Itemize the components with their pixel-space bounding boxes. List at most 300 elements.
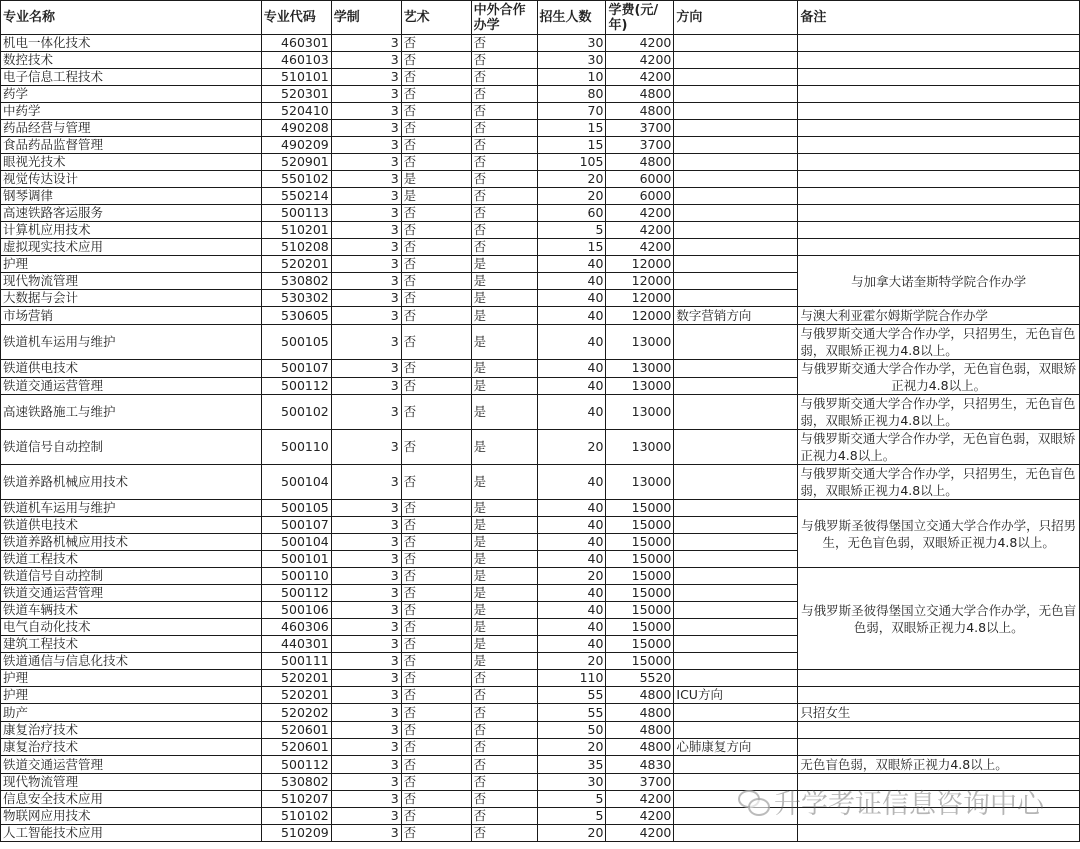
- major-code-cell: 510208: [261, 239, 331, 256]
- enrollment-cell: 20: [537, 430, 606, 465]
- years-cell: 3: [331, 739, 401, 756]
- years-cell: 3: [331, 585, 401, 602]
- tuition-cell: 15000: [606, 653, 674, 670]
- art-cell: 否: [401, 739, 471, 756]
- major-name-cell: 计算机应用技术: [1, 222, 262, 239]
- joint-program-cell: 否: [471, 171, 537, 188]
- major-name-cell: 现代物流管理: [1, 273, 262, 290]
- art-cell: 否: [401, 585, 471, 602]
- art-cell: 否: [401, 360, 471, 378]
- enrollment-cell: 40: [537, 551, 606, 568]
- major-code-cell: 500112: [261, 585, 331, 602]
- art-cell: 否: [401, 325, 471, 360]
- art-cell: 否: [401, 222, 471, 239]
- art-cell: 否: [401, 35, 471, 52]
- major-name-cell: 机电一体化技术: [1, 35, 262, 52]
- years-cell: 3: [331, 808, 401, 825]
- art-cell: 否: [401, 808, 471, 825]
- major-name-cell: 铁道供电技术: [1, 360, 262, 378]
- enrollment-cell: 35: [537, 756, 606, 774]
- notes-cell: 只招女生: [798, 704, 1080, 722]
- direction-cell: [674, 722, 798, 739]
- table-row: [1, 154, 1080, 171]
- notes-cell: [798, 222, 1080, 239]
- notes-cell: [798, 69, 1080, 86]
- major-name-cell: 护理: [1, 256, 262, 273]
- major-code-cell: 500102: [261, 395, 331, 430]
- enrollment-cell: 60: [537, 205, 606, 222]
- art-cell: 否: [401, 568, 471, 585]
- table-row: [1, 756, 1080, 774]
- direction-cell: [674, 325, 798, 360]
- joint-program-cell: 是: [471, 465, 537, 500]
- major-code-cell: 500112: [261, 377, 331, 395]
- joint-program-cell: 是: [471, 602, 537, 619]
- major-code-cell: 500110: [261, 568, 331, 585]
- notes-cell: [798, 35, 1080, 52]
- years-cell: 3: [331, 325, 401, 360]
- tuition-cell: 4800: [606, 86, 674, 103]
- years-cell: 3: [331, 636, 401, 653]
- direction-cell: [674, 52, 798, 69]
- years-cell: 3: [331, 360, 401, 378]
- notes-cell: 与俄罗斯交通大学合作办学，只招男生，无色盲色弱，双眼矫正视力4.8以上。: [798, 325, 1080, 360]
- enrollment-cell: 40: [537, 256, 606, 273]
- major-code-cell: 510201: [261, 222, 331, 239]
- tuition-cell: 4200: [606, 35, 674, 52]
- tuition-cell: 4800: [606, 704, 674, 722]
- direction-cell: [674, 636, 798, 653]
- years-cell: 3: [331, 500, 401, 517]
- major-name-cell: 物联网应用技术: [1, 808, 262, 825]
- years-cell: 3: [331, 774, 401, 791]
- notes-cell: 与澳大利亚霍尔姆斯学院合作办学: [798, 307, 1080, 325]
- tuition-cell: 15000: [606, 585, 674, 602]
- major-name-cell: 铁道工程技术: [1, 551, 262, 568]
- enrollment-cell: 20: [537, 653, 606, 670]
- major-name-cell: 铁道交通运营管理: [1, 756, 262, 774]
- joint-program-cell: 是: [471, 500, 537, 517]
- notes-cell: 与加拿大诺奎斯特学院合作办学: [798, 256, 1080, 307]
- enrollment-cell: 40: [537, 500, 606, 517]
- art-cell: 否: [401, 534, 471, 551]
- enrollment-cell: 20: [537, 739, 606, 756]
- joint-program-cell: 否: [471, 670, 537, 687]
- joint-program-cell: 否: [471, 722, 537, 739]
- table-row: [1, 325, 1080, 360]
- direction-cell: [674, 377, 798, 395]
- years-cell: 3: [331, 86, 401, 103]
- major-name-cell: 人工智能技术应用: [1, 825, 262, 842]
- joint-program-cell: 是: [471, 653, 537, 670]
- direction-cell: [674, 534, 798, 551]
- tuition-cell: 4200: [606, 808, 674, 825]
- tuition-cell: 4200: [606, 791, 674, 808]
- major-name-cell: 现代物流管理: [1, 774, 262, 791]
- joint-program-cell: 是: [471, 585, 537, 602]
- table-row: [1, 791, 1080, 808]
- joint-program-cell: 是: [471, 619, 537, 636]
- direction-cell: [674, 360, 798, 378]
- table-row: [1, 188, 1080, 205]
- joint-program-cell: 否: [471, 756, 537, 774]
- major-code-cell: 520201: [261, 256, 331, 273]
- years-cell: 3: [331, 602, 401, 619]
- enrollment-cell: 40: [537, 534, 606, 551]
- tuition-cell: 15000: [606, 517, 674, 534]
- art-cell: 否: [401, 120, 471, 137]
- enrollment-cell: 40: [537, 636, 606, 653]
- years-cell: 3: [331, 239, 401, 256]
- tuition-cell: 12000: [606, 256, 674, 273]
- years-cell: 3: [331, 791, 401, 808]
- art-cell: 否: [401, 239, 471, 256]
- direction-cell: [674, 602, 798, 619]
- years-cell: 3: [331, 120, 401, 137]
- tuition-cell: 13000: [606, 377, 674, 395]
- direction-cell: [674, 239, 798, 256]
- enrollment-cell: 5: [537, 808, 606, 825]
- joint-program-cell: 是: [471, 325, 537, 360]
- enrollment-cell: 20: [537, 825, 606, 842]
- enrollment-cell: 40: [537, 602, 606, 619]
- tuition-cell: 4800: [606, 739, 674, 756]
- direction-cell: [674, 103, 798, 120]
- notes-cell: 无色盲色弱，双眼矫正视力4.8以上。: [798, 756, 1080, 774]
- major-name-cell: 药品经营与管理: [1, 120, 262, 137]
- art-cell: 否: [401, 137, 471, 154]
- direction-cell: [674, 825, 798, 842]
- art-cell: 否: [401, 69, 471, 86]
- major-name-cell: 中药学: [1, 103, 262, 120]
- major-code-cell: 520202: [261, 704, 331, 722]
- direction-cell: [674, 154, 798, 171]
- notes-cell: [798, 670, 1080, 687]
- direction-cell: [674, 808, 798, 825]
- major-name-cell: 眼视光技术: [1, 154, 262, 171]
- enrollment-cell: 30: [537, 774, 606, 791]
- art-cell: 否: [401, 273, 471, 290]
- major-name-cell: 铁道车辆技术: [1, 602, 262, 619]
- tuition-cell: 15000: [606, 636, 674, 653]
- enrollment-cell: 40: [537, 325, 606, 360]
- table-row: [1, 222, 1080, 239]
- major-code-cell: 500107: [261, 360, 331, 378]
- art-cell: 否: [401, 517, 471, 534]
- direction-cell: [674, 256, 798, 273]
- years-cell: 3: [331, 687, 401, 704]
- joint-program-cell: 否: [471, 704, 537, 722]
- notes-cell: 与俄罗斯交通大学合作办学，只招男生，无色盲色弱，双眼矫正视力4.8以上。: [798, 395, 1080, 430]
- direction-cell: [674, 653, 798, 670]
- art-cell: 否: [401, 52, 471, 69]
- table-row: [1, 500, 1080, 517]
- notes-cell: [798, 120, 1080, 137]
- direction-cell: [674, 188, 798, 205]
- major-code-cell: 530802: [261, 273, 331, 290]
- years-cell: 3: [331, 704, 401, 722]
- joint-program-cell: 否: [471, 222, 537, 239]
- art-cell: 否: [401, 704, 471, 722]
- art-cell: 否: [401, 290, 471, 307]
- notes-cell: [798, 739, 1080, 756]
- major-name-cell: 铁道交通运营管理: [1, 585, 262, 602]
- art-cell: 否: [401, 256, 471, 273]
- notes-cell: [798, 774, 1080, 791]
- enrollment-cell: 40: [537, 619, 606, 636]
- major-name-cell: 大数据与会计: [1, 290, 262, 307]
- table-row: [1, 687, 1080, 704]
- enrollment-cell: 40: [537, 273, 606, 290]
- major-name-cell: 食品药品监督管理: [1, 137, 262, 154]
- notes-cell: [798, 239, 1080, 256]
- tuition-cell: 15000: [606, 500, 674, 517]
- direction-cell: 数字营销方向: [674, 307, 798, 325]
- joint-program-cell: 否: [471, 808, 537, 825]
- years-cell: 3: [331, 222, 401, 239]
- art-cell: 否: [401, 636, 471, 653]
- major-code-cell: 500104: [261, 465, 331, 500]
- direction-cell: [674, 619, 798, 636]
- joint-program-cell: 否: [471, 774, 537, 791]
- years-cell: 3: [331, 205, 401, 222]
- table-row: [1, 430, 1080, 465]
- major-code-cell: 490209: [261, 137, 331, 154]
- art-cell: 否: [401, 465, 471, 500]
- direction-cell: [674, 290, 798, 307]
- header-major-code: 专业代码: [261, 1, 331, 35]
- notes-cell: [798, 825, 1080, 842]
- major-code-cell: 440301: [261, 636, 331, 653]
- art-cell: 否: [401, 551, 471, 568]
- table-row: [1, 360, 1080, 378]
- major-code-cell: 500112: [261, 756, 331, 774]
- enrollment-cell: 15: [537, 120, 606, 137]
- joint-program-cell: 否: [471, 687, 537, 704]
- joint-program-cell: 否: [471, 825, 537, 842]
- art-cell: 否: [401, 670, 471, 687]
- major-name-cell: 高速铁路客运服务: [1, 205, 262, 222]
- enrollment-cell: 55: [537, 704, 606, 722]
- direction-cell: [674, 791, 798, 808]
- table-row: [1, 239, 1080, 256]
- major-name-cell: 电气自动化技术: [1, 619, 262, 636]
- table-row: [1, 103, 1080, 120]
- enrollment-cell: 40: [537, 360, 606, 378]
- major-code-cell: 500105: [261, 325, 331, 360]
- years-cell: 3: [331, 256, 401, 273]
- years-cell: 3: [331, 670, 401, 687]
- major-code-cell: 510101: [261, 69, 331, 86]
- years-cell: 3: [331, 69, 401, 86]
- direction-cell: [674, 756, 798, 774]
- tuition-cell: 4800: [606, 687, 674, 704]
- years-cell: 3: [331, 290, 401, 307]
- years-cell: 3: [331, 307, 401, 325]
- header-direction: 方向: [674, 1, 798, 35]
- enrollment-cell: 105: [537, 154, 606, 171]
- major-code-cell: 500105: [261, 500, 331, 517]
- joint-program-cell: 是: [471, 377, 537, 395]
- direction-cell: [674, 171, 798, 188]
- major-code-cell: 500111: [261, 653, 331, 670]
- years-cell: 3: [331, 52, 401, 69]
- notes-cell: [798, 687, 1080, 704]
- tuition-cell: 4830: [606, 756, 674, 774]
- header-row: [1, 1, 1080, 35]
- direction-cell: [674, 137, 798, 154]
- table-row: [1, 739, 1080, 756]
- header-tuition: 学费(元/年): [606, 1, 674, 35]
- table-row: [1, 307, 1080, 325]
- header-major-name: 专业名称: [1, 1, 262, 35]
- major-code-cell: 530302: [261, 290, 331, 307]
- major-name-cell: 铁道信号自动控制: [1, 430, 262, 465]
- direction-cell: [674, 704, 798, 722]
- table-row: [1, 825, 1080, 842]
- major-code-cell: 520201: [261, 670, 331, 687]
- years-cell: 3: [331, 273, 401, 290]
- tuition-cell: 3700: [606, 137, 674, 154]
- tuition-cell: 15000: [606, 602, 674, 619]
- header-art: 艺术: [401, 1, 471, 35]
- major-code-cell: 500110: [261, 430, 331, 465]
- tuition-cell: 3700: [606, 120, 674, 137]
- tuition-cell: 4200: [606, 222, 674, 239]
- years-cell: 3: [331, 137, 401, 154]
- tuition-cell: 4200: [606, 239, 674, 256]
- art-cell: 是: [401, 171, 471, 188]
- tuition-cell: 6000: [606, 188, 674, 205]
- years-cell: 3: [331, 619, 401, 636]
- enrollment-cell: 10: [537, 69, 606, 86]
- notes-cell: 与俄罗斯圣彼得堡国立交通大学合作办学，只招男生，无色盲色弱，双眼矫正视力4.8以上。: [798, 500, 1080, 568]
- enrollment-cell: 40: [537, 307, 606, 325]
- major-name-cell: 市场营销: [1, 307, 262, 325]
- header-notes: 备注: [798, 1, 1080, 35]
- major-code-cell: 500101: [261, 551, 331, 568]
- table-row: [1, 171, 1080, 188]
- years-cell: 3: [331, 534, 401, 551]
- notes-cell: [798, 103, 1080, 120]
- years-cell: 3: [331, 430, 401, 465]
- joint-program-cell: 是: [471, 290, 537, 307]
- direction-cell: [674, 69, 798, 86]
- joint-program-cell: 是: [471, 534, 537, 551]
- enrollment-cell: 80: [537, 86, 606, 103]
- joint-program-cell: 是: [471, 395, 537, 430]
- enrollment-cell: 30: [537, 35, 606, 52]
- direction-cell: [674, 500, 798, 517]
- tuition-cell: 5520: [606, 670, 674, 687]
- major-code-cell: 500107: [261, 517, 331, 534]
- enrollment-cell: 15: [537, 239, 606, 256]
- table-row: [1, 774, 1080, 791]
- art-cell: 否: [401, 430, 471, 465]
- major-code-cell: 500113: [261, 205, 331, 222]
- joint-program-cell: 否: [471, 791, 537, 808]
- table-row: [1, 137, 1080, 154]
- major-name-cell: 视觉传达设计: [1, 171, 262, 188]
- notes-cell: [798, 808, 1080, 825]
- major-code-cell: 510207: [261, 791, 331, 808]
- joint-program-cell: 是: [471, 307, 537, 325]
- major-code-cell: 530802: [261, 774, 331, 791]
- major-code-cell: 520601: [261, 722, 331, 739]
- art-cell: 否: [401, 103, 471, 120]
- tuition-cell: 13000: [606, 395, 674, 430]
- major-name-cell: 铁道供电技术: [1, 517, 262, 534]
- enrollment-cell: 5: [537, 791, 606, 808]
- tuition-cell: 4200: [606, 69, 674, 86]
- table-row: [1, 120, 1080, 137]
- art-cell: 否: [401, 602, 471, 619]
- notes-cell: 与俄罗斯圣彼得堡国立交通大学合作办学，无色盲色弱，双眼矫正视力4.8以上。: [798, 568, 1080, 670]
- major-name-cell: 信息安全技术应用: [1, 791, 262, 808]
- direction-cell: 心肺康复方向: [674, 739, 798, 756]
- notes-cell: 与俄罗斯交通大学合作办学，无色盲色弱，双眼矫正视力4.8以上。: [798, 360, 1080, 395]
- major-code-cell: 530605: [261, 307, 331, 325]
- table-row: [1, 670, 1080, 687]
- years-cell: 3: [331, 465, 401, 500]
- header-years: 学制: [331, 1, 401, 35]
- years-cell: 3: [331, 568, 401, 585]
- major-name-cell: 康复治疗技术: [1, 739, 262, 756]
- tuition-cell: 12000: [606, 307, 674, 325]
- art-cell: 否: [401, 377, 471, 395]
- notes-cell: [798, 137, 1080, 154]
- enrollment-cell: 50: [537, 722, 606, 739]
- art-cell: 否: [401, 154, 471, 171]
- major-code-cell: 490208: [261, 120, 331, 137]
- major-name-cell: 护理: [1, 670, 262, 687]
- joint-program-cell: 是: [471, 430, 537, 465]
- tuition-cell: 4800: [606, 722, 674, 739]
- enrollment-cell: 30: [537, 52, 606, 69]
- direction-cell: [674, 395, 798, 430]
- art-cell: 否: [401, 791, 471, 808]
- tuition-cell: 4800: [606, 103, 674, 120]
- enrollment-cell: 5: [537, 222, 606, 239]
- direction-cell: [674, 430, 798, 465]
- direction-cell: [674, 517, 798, 534]
- art-cell: 否: [401, 395, 471, 430]
- header-joint-program: 中外合作办学: [471, 1, 537, 35]
- major-name-cell: 铁道通信与信息化技术: [1, 653, 262, 670]
- direction-cell: [674, 670, 798, 687]
- tuition-cell: 13000: [606, 325, 674, 360]
- direction-cell: [674, 205, 798, 222]
- major-name-cell: 数控技术: [1, 52, 262, 69]
- major-code-cell: 460301: [261, 35, 331, 52]
- tuition-cell: 4200: [606, 205, 674, 222]
- major-name-cell: 电子信息工程技术: [1, 69, 262, 86]
- joint-program-cell: 否: [471, 239, 537, 256]
- direction-cell: [674, 465, 798, 500]
- art-cell: 否: [401, 500, 471, 517]
- joint-program-cell: 是: [471, 551, 537, 568]
- notes-cell: [798, 791, 1080, 808]
- enrollment-cell: 40: [537, 290, 606, 307]
- years-cell: 3: [331, 551, 401, 568]
- enrollment-cell: 40: [537, 517, 606, 534]
- joint-program-cell: 否: [471, 120, 537, 137]
- tuition-cell: 4200: [606, 825, 674, 842]
- years-cell: 3: [331, 188, 401, 205]
- major-name-cell: 康复治疗技术: [1, 722, 262, 739]
- art-cell: 否: [401, 687, 471, 704]
- notes-cell: 与俄罗斯交通大学合作办学，只招男生，无色盲色弱，双眼矫正视力4.8以上。: [798, 465, 1080, 500]
